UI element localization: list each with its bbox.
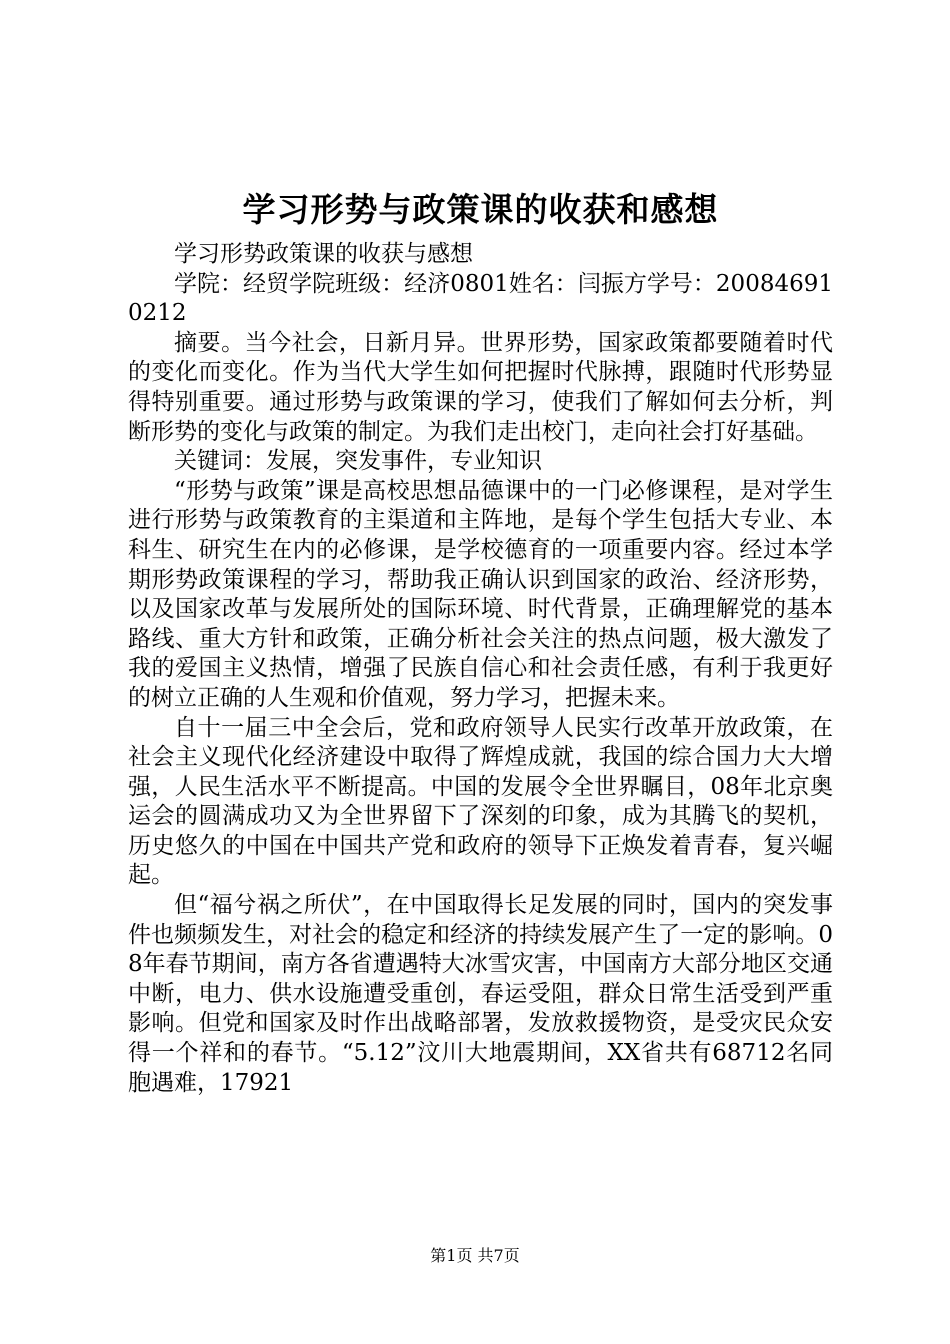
body-paragraph: 但“福兮祸之所伏”，在中国取得长足发展的同时，国内的突发事件也频频发生，对社会的稳定和经济的持续发展产生了一定的影响。08年春节期间，南方各省遭遇特大冰雪灾害，中国南方大部分地区交通中断，电力、供水设施遭受重创，春运受阻，群众日常生活受到严重影响。但党和国家及时作出战略部署，发放救援物资，是受灾民众安得一个祥和的春节。“5.12”汶川大地震期间，XX省共有68712名同胞遇难，17921 <box>128 892 833 1096</box>
document-title: 学习形势与政策课的收获和感想 <box>242 190 719 229</box>
page-footer: 第1页 共7页 <box>430 1246 520 1265</box>
subtitle-paragraph: 学习形势政策课的收获与感想 <box>174 241 473 267</box>
author-info-paragraph: 学院：经贸学院班级：经济0801姓名：闫振方学号：200846910212 <box>128 270 833 327</box>
document-body <box>128 240 833 1098</box>
body-paragraph: 自十一届三中全会后，党和政府领导人民实行改革开放政策，在社会主义现代化经济建设中取得了辉煌成就，我国的综合国力大大增强，人民生活水平不断提高。中国的发展令全世界瞩目，08年北京奥运会的圆满成功又为全世界留下了深刻的印象，成为其腾飞的契机，历史悠久的中国在中国共产党和政府的领导下正焕发着青春，复兴崛起。 <box>128 714 833 889</box>
document-page <box>128 180 833 1098</box>
body-paragraph: “形势与政策”课是高校思想品德课中的一门必修课程，是对学生进行形势与政策教育的主渠道和主阵地，是每个学生包括大专业、本科生、研究生在内的必修课，是学校德育的一项重要内容。经过本学期形势政策课程的学习，帮助我正确认识到国家的政治、经济形势，以及国家改革与发展所处的国际环境、时代背景，正确理解党的基本路线、重大方针和政策，正确分析社会关注的热点问题，极大激发了我的爱国主义热情，增强了民族自信心和社会责任感，有利于我更好的树立正确的人生观和价值观，努力学习，把握未来。 <box>128 477 833 711</box>
abstract-paragraph: 摘要。当今社会，日新月异。世界形势，国家政策都要随着时代的变化而变化。作为当代大学生如何把握时代脉搏，跟随时代形势显得特别重要。通过形势与政策课的学习，使我们了解如何去分析，判断形势的变化与政策的制定。为我们走出校门，走向社会打好基础。 <box>128 329 833 445</box>
keywords-paragraph: 关键词：发展，突发事件，专业知识 <box>174 448 542 475</box>
